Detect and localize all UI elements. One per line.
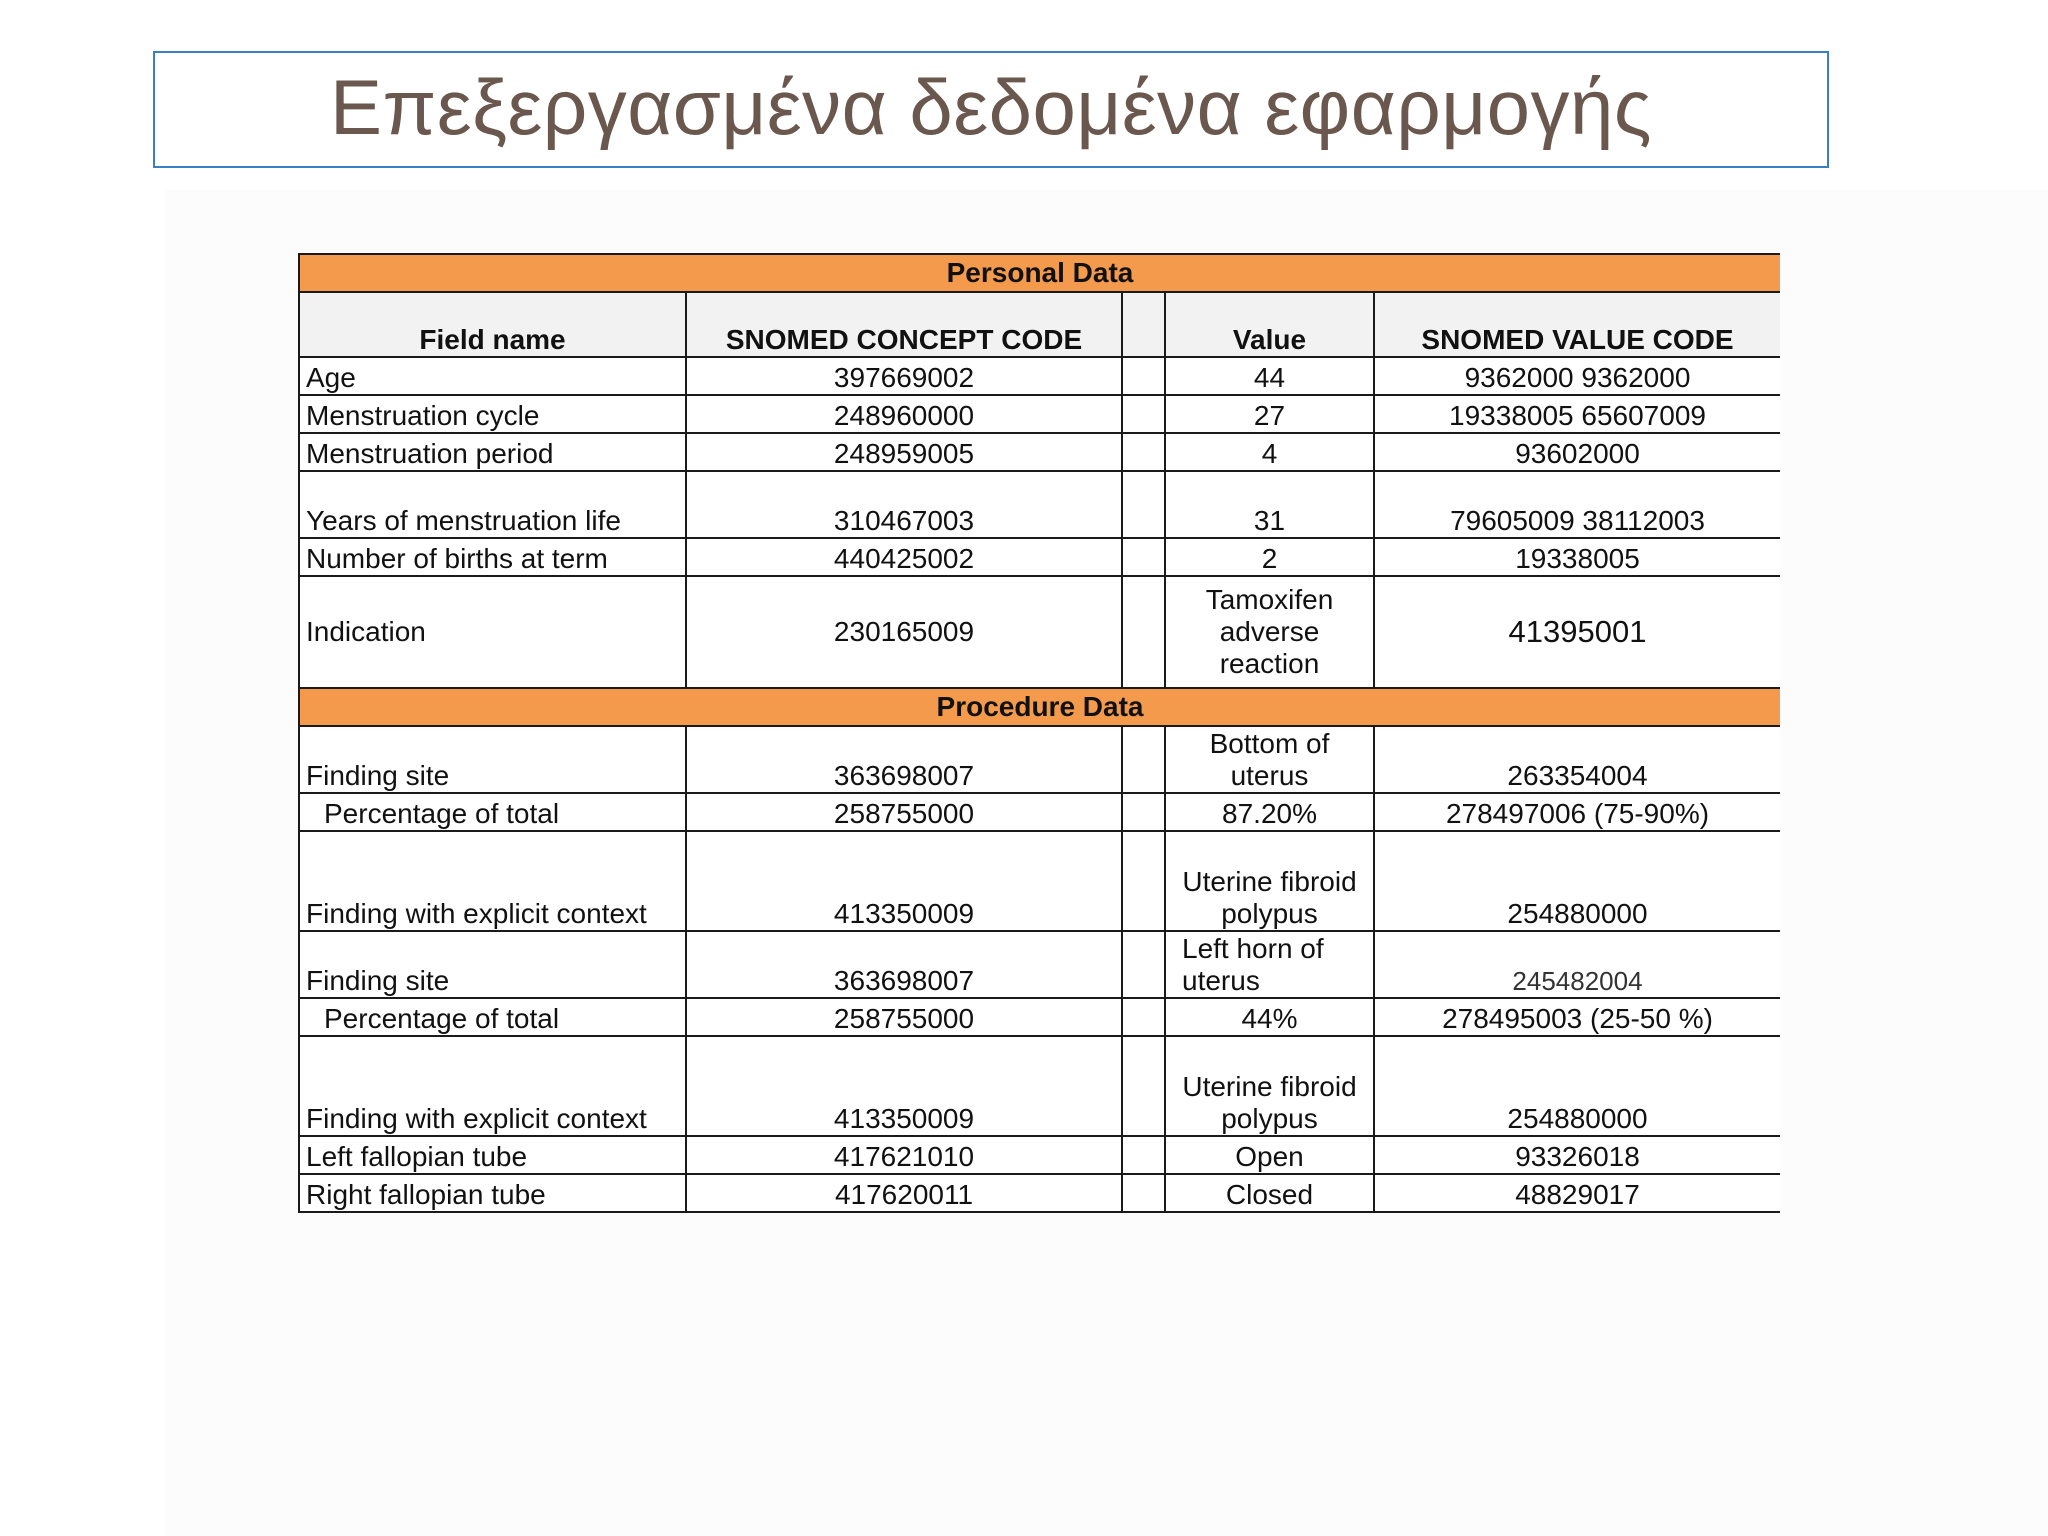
cell-value: Left horn of uterus (1165, 931, 1374, 998)
table-row (299, 931, 1780, 998)
header-snomed-value-code: SNOMED VALUE CODE (1374, 292, 1780, 357)
cell-value: Bottom of uterus (1165, 726, 1374, 793)
table-row (299, 576, 1780, 688)
cell-field: Menstruation period (299, 433, 686, 471)
cell-concept-code: 397669002 (686, 357, 1122, 395)
section-title-procedure: Procedure Data (299, 688, 1780, 726)
cell-concept-code: 363698007 (686, 726, 1122, 793)
cell-value: Uterine fibroid polypus (1165, 1036, 1374, 1136)
header-blank (1122, 292, 1165, 357)
table-row (299, 726, 1780, 793)
cell-concept-code: 248960000 (686, 395, 1122, 433)
cell-blank (1122, 793, 1165, 831)
table-row (299, 395, 1780, 433)
table-row (299, 1174, 1780, 1212)
table-row (299, 1136, 1780, 1174)
cell-blank (1122, 538, 1165, 576)
cell-value-code: 9362000 9362000 (1374, 357, 1780, 395)
cell-blank (1122, 433, 1165, 471)
cell-blank (1122, 471, 1165, 538)
cell-value: 27 (1165, 395, 1374, 433)
cell-concept-code: 230165009 (686, 576, 1122, 688)
cell-value: Uterine fibroid polypus (1165, 831, 1374, 931)
cell-blank (1122, 1174, 1165, 1212)
section-header-procedure (299, 688, 1780, 726)
cell-value-code: 19338005 65607009 (1374, 395, 1780, 433)
table-row (299, 831, 1780, 931)
cell-value: 44 (1165, 357, 1374, 395)
cell-value: 31 (1165, 471, 1374, 538)
cell-value: 2 (1165, 538, 1374, 576)
cell-blank (1122, 576, 1165, 688)
cell-field: Finding site (299, 931, 686, 998)
cell-blank (1122, 395, 1165, 433)
cell-value-code: 41395001 (1374, 576, 1780, 688)
cell-value-code: 254880000 (1374, 831, 1780, 931)
table-row (299, 357, 1780, 395)
cell-field: Percentage of total (299, 998, 686, 1036)
table-row (299, 538, 1780, 576)
table-row (299, 433, 1780, 471)
cell-field: Right fallopian tube (299, 1174, 686, 1212)
cell-value: Tamoxifen adverse reaction (1165, 576, 1374, 688)
cell-field: Menstruation cycle (299, 395, 686, 433)
header-value: Value (1165, 292, 1374, 357)
table-row (299, 998, 1780, 1036)
cell-value-code: 79605009 38112003 (1374, 471, 1780, 538)
cell-field: Finding with explicit context (299, 1036, 686, 1136)
cell-blank (1122, 998, 1165, 1036)
cell-concept-code: 417620011 (686, 1174, 1122, 1212)
column-header-row (299, 292, 1780, 357)
cell-value-code: 263354004 (1374, 726, 1780, 793)
cell-value-code: 93602000 (1374, 433, 1780, 471)
table-row (299, 793, 1780, 831)
table-row (299, 471, 1780, 538)
cell-field: Finding site (299, 726, 686, 793)
cell-concept-code: 440425002 (686, 538, 1122, 576)
cell-concept-code: 413350009 (686, 1036, 1122, 1136)
cell-value: 4 (1165, 433, 1374, 471)
cell-value-code: 254880000 (1374, 1036, 1780, 1136)
cell-value: Open (1165, 1136, 1374, 1174)
cell-blank (1122, 726, 1165, 793)
cell-blank (1122, 357, 1165, 395)
cell-field: Number of births at term (299, 538, 686, 576)
cell-blank (1122, 1136, 1165, 1174)
cell-value-code: 48829017 (1374, 1174, 1780, 1212)
cell-value-code: 245482004 (1374, 931, 1780, 998)
cell-value-code: 93326018 (1374, 1136, 1780, 1174)
cell-concept-code: 417621010 (686, 1136, 1122, 1174)
cell-concept-code: 258755000 (686, 998, 1122, 1036)
cell-value-code: 19338005 (1374, 538, 1780, 576)
cell-value-code: 278497006 (75-90%) (1374, 793, 1780, 831)
section-header-personal (299, 254, 1780, 292)
cell-field: Indication (299, 576, 686, 688)
cell-field: Percentage of total (299, 793, 686, 831)
cell-value: Closed (1165, 1174, 1374, 1212)
cell-blank (1122, 1036, 1165, 1136)
cell-value: 44% (1165, 998, 1374, 1036)
section-title-personal: Personal Data (299, 254, 1780, 292)
cell-value-code: 278495003 (25-50 %) (1374, 998, 1780, 1036)
cell-field: Years of menstruation life (299, 471, 686, 538)
snomed-data-table (298, 253, 1780, 1213)
cell-concept-code: 248959005 (686, 433, 1122, 471)
cell-value: 87.20% (1165, 793, 1374, 831)
table-row (299, 1036, 1780, 1136)
header-snomed-concept-code: SNOMED CONCEPT CODE (686, 292, 1122, 357)
slide-title: Επεξεργασμένα δεδομένα εφαρμογής (330, 63, 1652, 151)
cell-blank (1122, 931, 1165, 998)
cell-blank (1122, 831, 1165, 931)
cell-field: Left fallopian tube (299, 1136, 686, 1174)
header-field-name: Field name (299, 292, 686, 357)
cell-field: Finding with explicit context (299, 831, 686, 931)
cell-concept-code: 363698007 (686, 931, 1122, 998)
cell-concept-code: 310467003 (686, 471, 1122, 538)
cell-concept-code: 413350009 (686, 831, 1122, 931)
cell-concept-code: 258755000 (686, 793, 1122, 831)
cell-field: Age (299, 357, 686, 395)
slide-title-box (153, 51, 1829, 168)
